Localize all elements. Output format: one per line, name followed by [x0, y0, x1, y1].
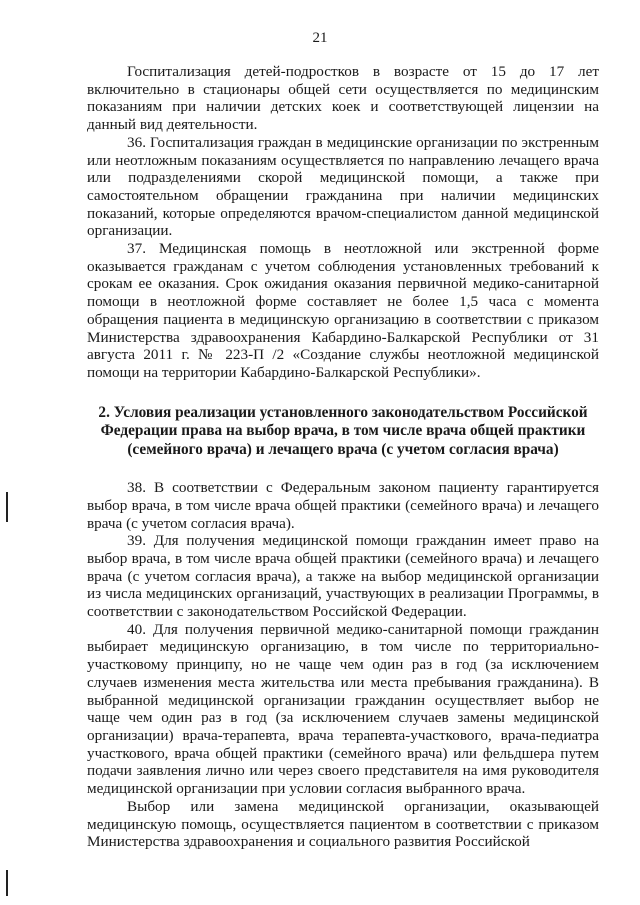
scan-edge-mark [6, 870, 8, 896]
scan-edge-mark [6, 492, 8, 522]
paragraph-37: 37. Медицинская помощь в неотложной или экстренной форме оказывается гражданам с учетом соблюдения установленных требований к срокам ее оказания. Срок ожидания оказания первичной медико-санитарной помощи в неотложной форме составляет не более 1,5 часа с момента обращения пациента в медицинскую организацию в соответствии с приказом Министерства здравоохранения Кабардино-Балкарской Республики от 31 августа 2011 г. № 223-П /2 «Создание службы неотложной медицинской помощи на территории Кабардино-Балкарской Республики». [87, 240, 599, 381]
paragraph-36: 36. Госпитализация граждан в медицинские организации по экстренным или неотложным показаниям осуществляется по направлению лечащего врача или подразделениями скорой медицинской помощи, а также при самостоятельном обращении гражданина при наличии медицинских показаний, которые определяются врачом-специалистом данной медицинской организации. [87, 133, 599, 240]
paragraph-39: 39. Для получения медицинской помощи гражданин имеет право на выбор врача, в том числе врача общей практики (семейного врача) и лечащего врача (с учетом согласия врача), а также на выбор медицинской организации из числа медицинских организаций, участвующих в реализации Программы, в соответствии с законодательством Российской Федерации. [87, 532, 599, 621]
paragraph-choice-replacement: Выбор или замена медицинской организации, оказывающей медицинскую помощь, осуществляется пациентом в соответствии с приказом Министерства здравоохранения и социального развития Российской [87, 797, 599, 851]
page-number: 21 [312, 30, 328, 46]
document-body [87, 63, 599, 851]
paragraph-40: 40. Для получения первичной медико-санитарной помощи гражданин выбирает медицинскую организацию, в том числе по территориально-участковому принципу, но не чаще чем один раз в год (за исключением случаев изменения места жительства или места пребывания гражданина). В выбранной медицинской организации гражданин осуществляет выбор не чаще чем один раз в год (за исключением случаев замены медицинской организации) врача-терапевта, врача терапевта-участкового, врача-педиатра участкового, врача общей практики (семейного врача) или фельдшера путем подачи заявления лично или через своего представителя на имя руководителя медицинской организации при условии согласия выбранного врача. [87, 620, 599, 798]
paragraph-38: 38. В соответствии с Федеральным законом пациенту гарантируется выбор врача, в том числе врача общей практики (семейного врача) и лечащего врача (с учетом согласия врача). [87, 479, 599, 532]
section-heading: 2. Условия реализации установленного законодательством Российской Федерации права на выбор врача, в том числе врача общей практики (семейного врача) и лечащего врача (с учетом согласия врача) [98, 403, 588, 458]
paragraph-hospitalization-teens: Госпитализация детей-подростков в возрасте от 15 до 17 лет включительно в стационары общей сети осуществляется по медицинским показаниям при наличии детских коек и соответствующей лицензии на данный вид деятельности. [87, 63, 599, 134]
